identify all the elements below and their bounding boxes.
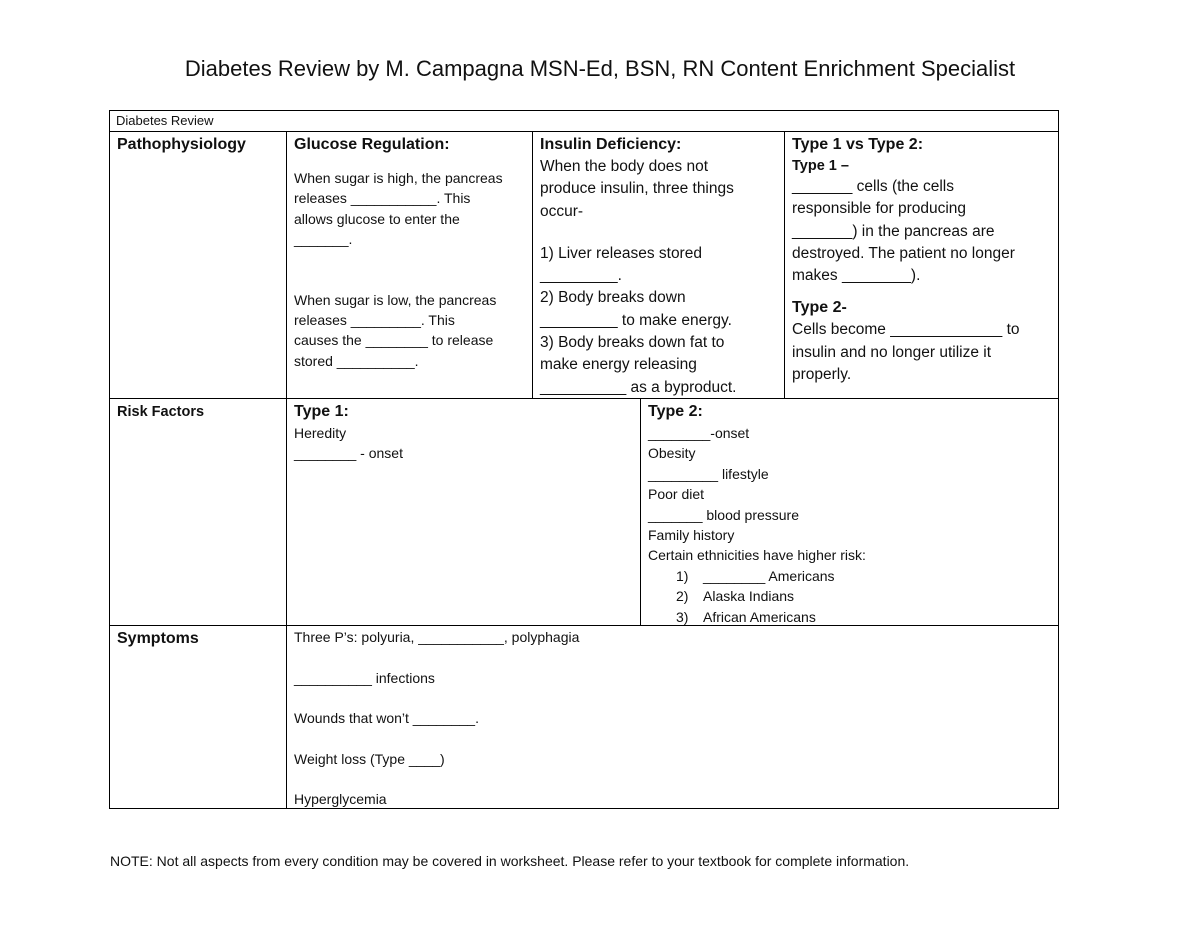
insulin-items: 1) Liver releases stored _________. 2) Body breaks down _________ to make energy. 3) Body breaks down fat to make energy releasing __________ as a byproduct. — [540, 244, 737, 396]
list-item: 2) Alaska Indians — [676, 588, 795, 605]
page-title: Diabetes Review by M. Campagna MSN-Ed, BSN, RN Content Enrichment Specialist — [184, 56, 1016, 81]
risk-type2-cell — [641, 399, 1058, 629]
symptoms-cell — [287, 626, 1058, 811]
list-item: 1) ________ Americans — [676, 567, 835, 584]
insulin-deficiency-cell — [533, 132, 784, 401]
risk-type1-cell — [287, 399, 640, 466]
types-heading: Type 1 vs Type 2: — [792, 136, 924, 153]
risk-type2-items: ________-onset Obesity _________ lifestyle Poor diet _______ blood pressure Family history Certain ethnicities have higher risk: — [648, 425, 866, 564]
glucose-regulation-cell — [287, 132, 532, 373]
type2-label: Type 2- — [792, 299, 847, 317]
list-item: 3) African Americans — [676, 608, 816, 625]
symptom-item: __________ infections — [294, 669, 435, 686]
insulin-intro: When the body does not produce insulin, three things occur- — [540, 158, 734, 220]
glucose-low-text: When sugar is low, the pancreas releases _________. This causes the ________ to release stored __________. — [294, 291, 497, 369]
footer-note: NOTE: Not all aspects from every condition may be covered in worksheet. Please refer to your textbook for complete information. — [110, 853, 910, 869]
symptom-item: Wounds that won’t ________. — [294, 710, 479, 726]
ethnicity-list — [676, 566, 1051, 627]
row-label-risk-factors: Risk Factors — [117, 404, 205, 420]
type1-text: _______ cells (the cells responsible for producing _______) in the pancreas are destroyed. The patient no longer makes ________). — [792, 178, 1015, 285]
symptom-item: Weight loss (Type ____) — [294, 750, 445, 767]
type-comparison-cell — [785, 132, 1058, 388]
risk-type1-items: Heredity ________ - onset — [294, 425, 403, 462]
insulin-heading: Insulin Deficiency: — [540, 136, 682, 153]
glucose-heading: Glucose Regulation: — [294, 136, 450, 153]
type1-label: Type 1 – — [792, 158, 849, 174]
risk-type2-heading: Type 2: — [648, 403, 703, 420]
glucose-high-text: When sugar is high, the pancreas releases ___________. This allows glucose to enter the _______. — [294, 170, 503, 248]
table-caption: Diabetes Review — [116, 113, 214, 128]
review-table — [109, 110, 1059, 809]
row-label-symptoms: Symptoms — [117, 630, 199, 647]
risk-type1-heading: Type 1: — [294, 403, 349, 420]
type2-text: Cells become _____________ to insulin and no longer utilize it properly. — [792, 321, 1020, 384]
symptom-item: Three P’s: polyuria, ___________, polyphagia — [294, 629, 580, 645]
symptom-item: Hyperglycemia — [294, 791, 387, 807]
row-label-pathophysiology: Pathophysiology — [117, 136, 246, 153]
